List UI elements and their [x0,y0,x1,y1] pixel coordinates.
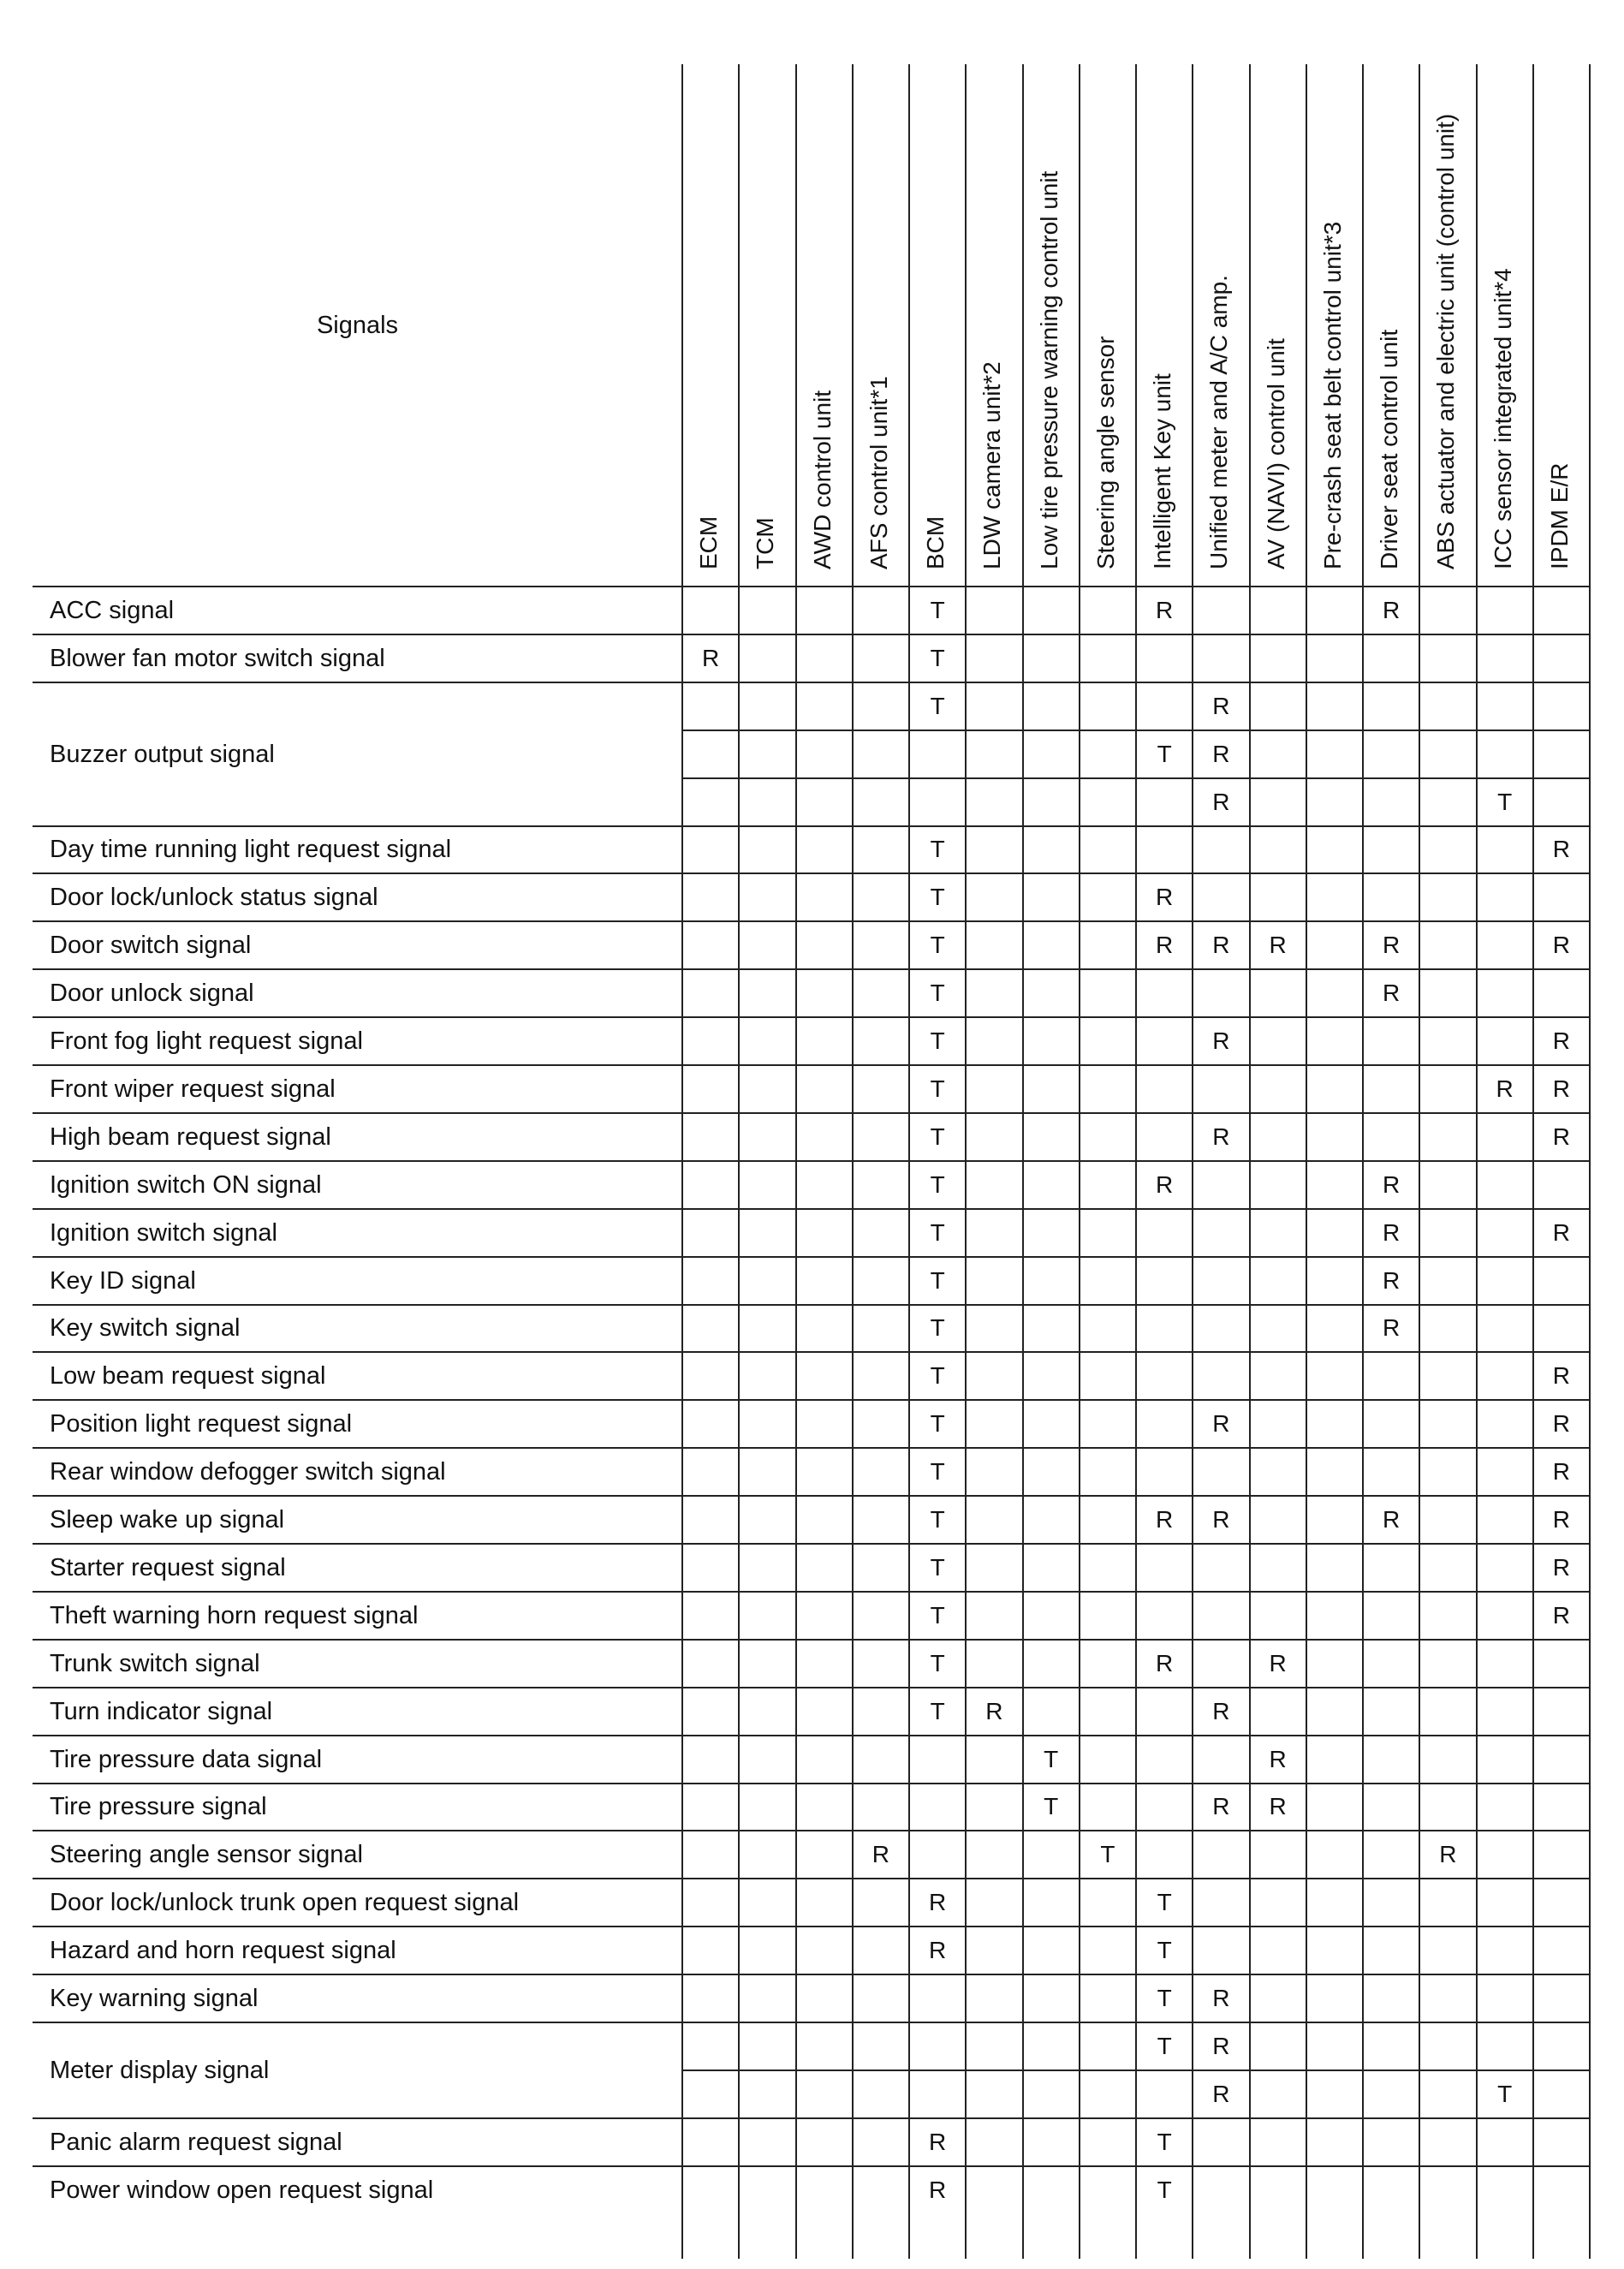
cell-mark: R [929,1937,947,1964]
signal-label: Power window open request signal [50,2176,434,2204]
cell-mark: T [930,1649,945,1676]
signal-label: Sleep wake up signal [50,1506,285,1534]
cell-mark: R [1439,1841,1457,1868]
cell-mark: R [1383,1218,1401,1246]
row-divider [33,1064,1590,1066]
signal-label: Panic alarm request signal [50,2128,342,2156]
row-divider [33,1591,1590,1593]
signal-label: Door lock/unlock trunk open request signal [50,1889,520,1917]
cell-mark: R [1156,596,1174,623]
cell-mark: T [930,836,945,863]
cell-mark: R [1552,1601,1570,1629]
cell-mark: R [1552,1123,1570,1150]
signal-label: Key switch signal [50,1314,241,1343]
cell-mark: R [1156,932,1174,959]
column-header: AV (NAVI) control unit [1262,338,1289,569]
signal-label: Blower fan motor switch signal [50,644,385,672]
cell-mark: R [702,644,720,671]
cell-mark: R [929,1889,947,1916]
cell-mark: R [1269,1745,1287,1772]
cell-mark: R [1212,692,1230,719]
signal-label: Turn indicator signal [50,1697,273,1725]
signals-header: Signals [316,312,399,339]
cell-mark: T [930,1410,945,1438]
cell-mark: T [930,596,945,623]
row-divider [33,1399,1590,1401]
column-header: ECM [695,515,722,569]
row-divider [33,968,1590,970]
cell-mark: T [930,1601,945,1629]
cell-mark: R [1269,1649,1287,1676]
cell-mark: T [930,1218,945,1246]
cell-mark: T [1100,1841,1115,1868]
cell-mark: R [1212,932,1230,959]
cell-mark: T [930,1123,945,1150]
cell-mark: T [930,1027,945,1055]
cell-mark: T [1157,740,1172,767]
row-divider [33,1830,1590,1831]
cell-mark: R [1552,1218,1570,1246]
cell-mark: T [930,1458,945,1486]
row-divider [33,1687,1590,1688]
cell-mark: R [929,2176,947,2203]
signal-label: High beam request signal [50,1123,331,1151]
cell-mark: R [1212,1985,1230,2012]
signal-label: Low beam request signal [50,1362,326,1391]
row-divider [33,2117,1590,2119]
row-divider [682,777,1590,779]
signal-label: Front wiper request signal [50,1075,336,1103]
row-divider [33,1878,1590,1879]
cell-mark: T [930,1506,945,1534]
column-header: TCM [752,517,779,569]
cell-mark: R [1212,2080,1230,2107]
row-divider [33,634,1590,635]
column-header: LDW camera unit*2 [979,361,1006,569]
cell-mark: R [1552,1027,1570,1055]
cell-mark: T [930,932,945,959]
cell-mark: R [1212,788,1230,815]
signal-label: Door switch signal [50,932,252,960]
cell-mark: R [1212,1506,1230,1534]
signal-label: Door unlock signal [50,980,254,1008]
signal-label: Front fog light request signal [50,1027,363,1056]
column-header: AWD control unit [808,390,836,569]
cell-mark: R [1156,1170,1174,1198]
column-header: Driver seat control unit [1376,329,1402,569]
cell-mark: R [1552,1362,1570,1390]
cell-mark: T [1157,2032,1172,2059]
cell-mark: T [930,1553,945,1581]
signal-label: Day time running light request signal [50,836,452,864]
signal-label: Ignition switch ON signal [50,1170,322,1199]
cell-mark: R [1552,1506,1570,1534]
cell-mark: T [1157,1985,1172,2012]
cell-mark: R [1156,884,1174,911]
column-header: ICC sensor integrated unit*4 [1489,268,1516,569]
cell-mark: R [1212,740,1230,767]
row-divider [682,2069,1590,2071]
column-header: Unified meter and A/C amp. [1205,275,1233,569]
row-divider [33,682,1590,683]
cell-mark: R [1383,1506,1401,1534]
row-divider [33,1543,1590,1545]
column-header: BCM [922,515,949,569]
cell-mark: R [929,2128,947,2155]
row-divider [33,1160,1590,1162]
column-header: AFS control unit*1 [865,376,892,569]
signal-label: ACC signal [50,596,175,624]
row-divider [33,1495,1590,1497]
cell-mark: R [1383,1170,1401,1198]
row-divider [33,1974,1590,1975]
cell-mark: R [985,1697,1003,1724]
column-header: Low tire pressure warning control unit [1035,170,1062,569]
row-divider [33,1304,1590,1306]
signal-label: Buzzer output signal [50,740,275,768]
cell-mark: R [1552,1458,1570,1486]
cell-mark: T [930,1362,945,1390]
column-header: Steering angle sensor [1092,336,1119,569]
cell-mark: R [1552,932,1570,959]
cell-mark: R [1552,1553,1570,1581]
row-divider [33,1016,1590,1018]
cell-mark: R [1552,1410,1570,1438]
signal-label: Hazard and horn request signal [50,1937,396,1965]
cell-mark: R [1383,1314,1401,1342]
column-header: IPDM E/R [1545,462,1573,569]
cell-mark: T [1157,2176,1172,2203]
cell-mark: T [930,1266,945,1294]
row-divider [33,920,1590,922]
cell-mark: T [930,1697,945,1724]
cell-mark: T [1497,2080,1513,2107]
signal-label: Position light request signal [50,1410,353,1438]
cell-mark: R [1212,1123,1230,1150]
row-divider [33,1783,1590,1784]
signal-label: Key ID signal [50,1266,196,1295]
cell-mark: R [1212,1793,1230,1820]
cell-mark: R [1552,1075,1570,1102]
row-divider [33,2022,1590,2023]
cell-mark: T [930,692,945,719]
row-divider [33,872,1590,874]
row-divider [33,2165,1590,2167]
cell-mark: T [930,1314,945,1342]
cell-mark: R [871,1841,889,1868]
cell-mark: T [930,1170,945,1198]
cell-mark: R [1156,1649,1174,1676]
row-divider [33,1926,1590,1927]
row-divider [33,1256,1590,1258]
signal-label: Theft warning horn request signal [50,1601,419,1629]
cell-mark: T [1157,1937,1172,1964]
cell-mark: R [1212,2032,1230,2059]
signal-label: Trunk switch signal [50,1649,260,1677]
column-header: Intelligent Key unit [1149,373,1175,569]
signal-label: Starter request signal [50,1553,286,1581]
cell-mark: R [1156,1506,1174,1534]
cell-mark: R [1212,1697,1230,1724]
column-header: ABS actuator and electric unit (control unit) [1432,113,1460,569]
row-divider [33,825,1590,827]
cell-mark: R [1269,932,1287,959]
row-divider [33,1208,1590,1210]
signal-label: Tire pressure data signal [50,1745,323,1773]
cell-mark: R [1496,1075,1514,1102]
cell-mark: T [1157,2128,1172,2155]
cell-mark: T [930,644,945,671]
cell-mark: R [1383,1266,1401,1294]
cell-mark: T [1044,1793,1059,1820]
cell-mark: T [1157,1889,1172,1916]
signal-label: Ignition switch signal [50,1218,277,1247]
row-divider [33,1112,1590,1114]
cell-mark: R [1383,932,1401,959]
column-header: Pre-crash seat belt control unit*3 [1318,221,1346,569]
signal-label: Key warning signal [50,1985,259,2013]
cell-mark: R [1383,980,1401,1007]
cell-mark: R [1552,836,1570,863]
cell-mark: T [930,1075,945,1102]
row-divider [33,1351,1590,1353]
signal-label: Tire pressure signal [50,1793,267,1821]
header-divider [33,586,1590,587]
row-divider [682,730,1590,731]
cell-mark: T [930,884,945,911]
cell-mark: R [1212,1410,1230,1438]
cell-mark: R [1269,1793,1287,1820]
row-divider [33,1447,1590,1449]
cell-mark: R [1383,596,1401,623]
cell-mark: R [1212,1027,1230,1055]
signal-label: Meter display signal [50,2056,270,2084]
signal-label: Rear window defogger switch signal [50,1458,446,1486]
cell-mark: T [1497,788,1513,815]
row-divider [33,1735,1590,1736]
signal-label: Steering angle sensor signal [50,1841,363,1869]
cell-mark: T [930,980,945,1007]
signal-label: Door lock/unlock status signal [50,884,378,912]
row-divider [33,1639,1590,1641]
cell-mark: T [1044,1745,1059,1772]
